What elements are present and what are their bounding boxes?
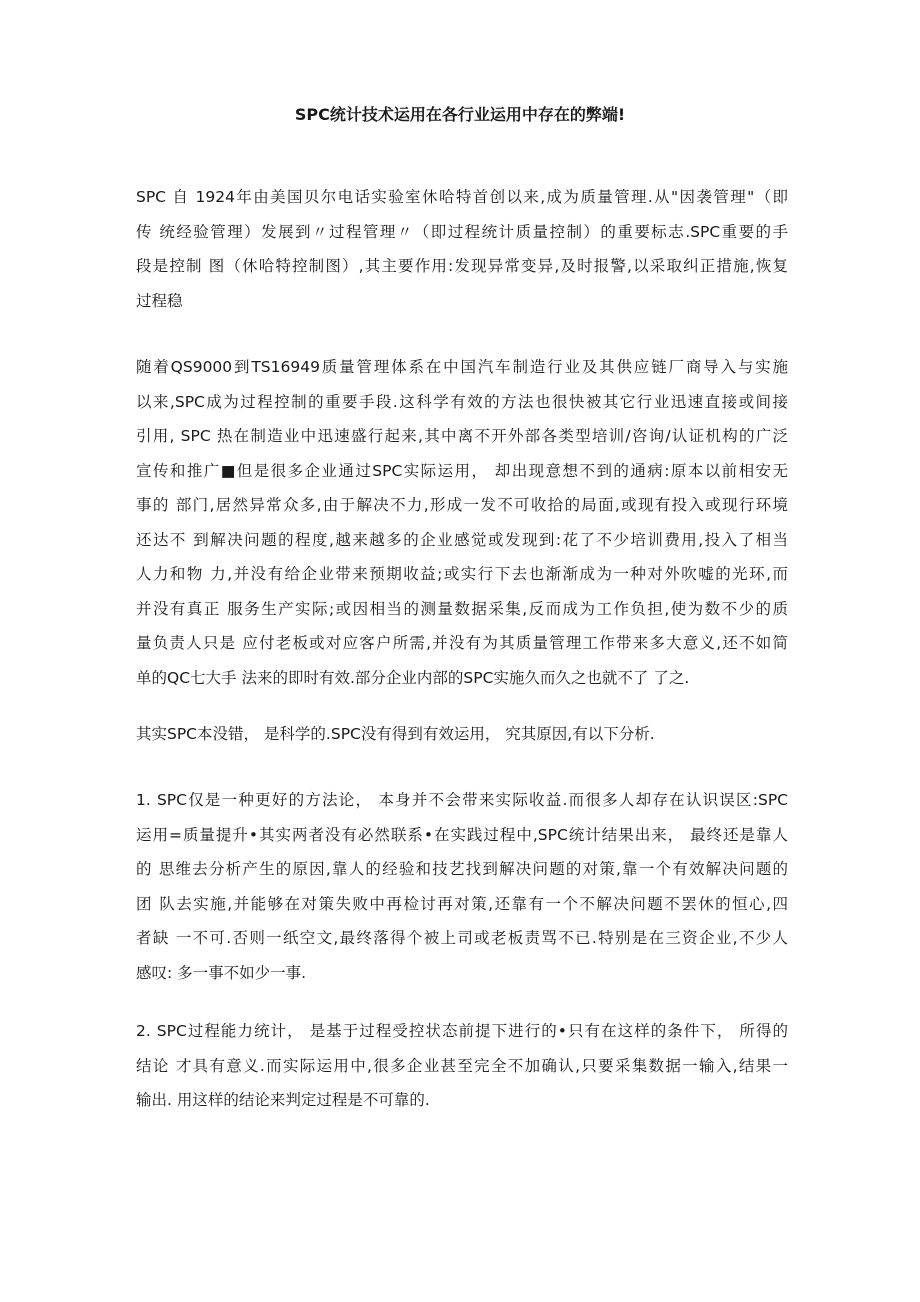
paragraph-point-1 [136,783,788,990]
paragraph-line: 感叹: 多一事不如少一事. [136,963,307,982]
paragraph-line: 还达不 到解决问题的程度,越来越多的企业感觉或发现到:花了不少培训费用,投入了相当 [136,530,788,549]
paragraph-line: 引用, SPC 热在制造业中迅速盛行起来,其中离不开外部各类型培训/咨询/认证机构的广泛 [136,427,788,445]
paragraph-line: 者缺 一不可.否则一纸空文,最终落得个被上司或老板责骂不已.特别是在三资企业,不少人 [136,929,788,947]
paragraph-summary [136,717,788,752]
document-title: SPC统计技术运用在各行业运用中存在的弊端! [294,105,626,124]
paragraph-line: 2. SPC过程能力统计， 是基于过程受控状态前提下进行的•只有在这样的条件下， 所得的 [136,1022,788,1040]
paragraph-line: 的 思维去分析产生的原因,靠人的经验和技艺找到解决问题的对策,靠一个有效解决问题的 [136,860,788,878]
paragraph-line: 运用=质量提升•其实两者没有必然联系•在实践过程中,SPC统计结果出来， 最终还是靠人 [136,825,788,844]
paragraph-line: 事的 部门,居然异常众多,由于解决不力,形成一发不可收拾的局面,或现有投入或现行环境 [136,496,788,514]
paragraph-line: 以来,SPC成为过程控制的重要手段.这科学有效的方法也很快被其它行业迅速直接或间接 [136,392,788,411]
paragraph-line: 1. SPC仅是一种更好的方法论， 本身并不会带来实际收益.而很多人却存在认识误区:SPC [136,791,788,809]
paragraph-intro [136,180,788,318]
paragraph-line: 量负责人只是 应付老板或对应客户所需,并没有为其质量管理工作带来多大意义,还不如简 [136,634,788,652]
paragraph-line: 单的QC七大手 法来的即时有效.部分企业内部的SPC实施久而久之也就不了 了之. [136,668,690,687]
paragraph-background [136,350,788,695]
paragraph-line: SPC 自 1924年由美国贝尔电话实验室休哈特首创以来,成为质量管理.从"因袭管理"（即 [136,188,788,206]
paragraph-point-2 [136,1014,788,1118]
paragraph-line: 人力和物 力,并没有给企业带来预期收益;或实行下去也渐渐成为一种对外吹嘘的光环,而 [136,565,788,583]
paragraph-line: 过程稳 [136,291,183,310]
paragraph-line: 结论 才具有意义.而实际运用中,很多企业甚至完全不加确认,只要采集数据一输入,结果一 [136,1056,788,1075]
paragraph-line: 其实SPC本没错， 是科学的.SPC没有得到有效运用， 究其原因,有以下分析. [136,725,655,743]
paragraph-line: 随着QS9000到TS16949质量管理体系在中国汽车制造行业及其供应链厂商导入与实施 [136,358,788,376]
paragraph-line: 传 统经验管理）发展到〃过程管理〃（即过程统计质量控制）的重要标志.SPC重要的手 [136,222,788,241]
paragraph-line: 团 队去实施,并能够在对策失败中再检讨再对策,还靠有一个不解决问题不罢休的恒心,四 [136,894,788,913]
paragraph-line: 段是控制 图（休哈特控制图）,其主要作用:发现异常变异,及时报警,以采取纠正措施,恢复 [136,257,788,275]
paragraph-line: 输出. 用这样的结论来判定过程是不可靠的. [136,1091,430,1109]
paragraph-line: 并没有真正 服务生产实际;或因相当的测量数据采集,反而成为工作负担,使为数不少的质 [136,599,788,618]
paragraph-line: 宣传和推广■但是很多企业通过SPC实际运用， 却出现意想不到的通病:原本以前相安无 [136,461,788,480]
